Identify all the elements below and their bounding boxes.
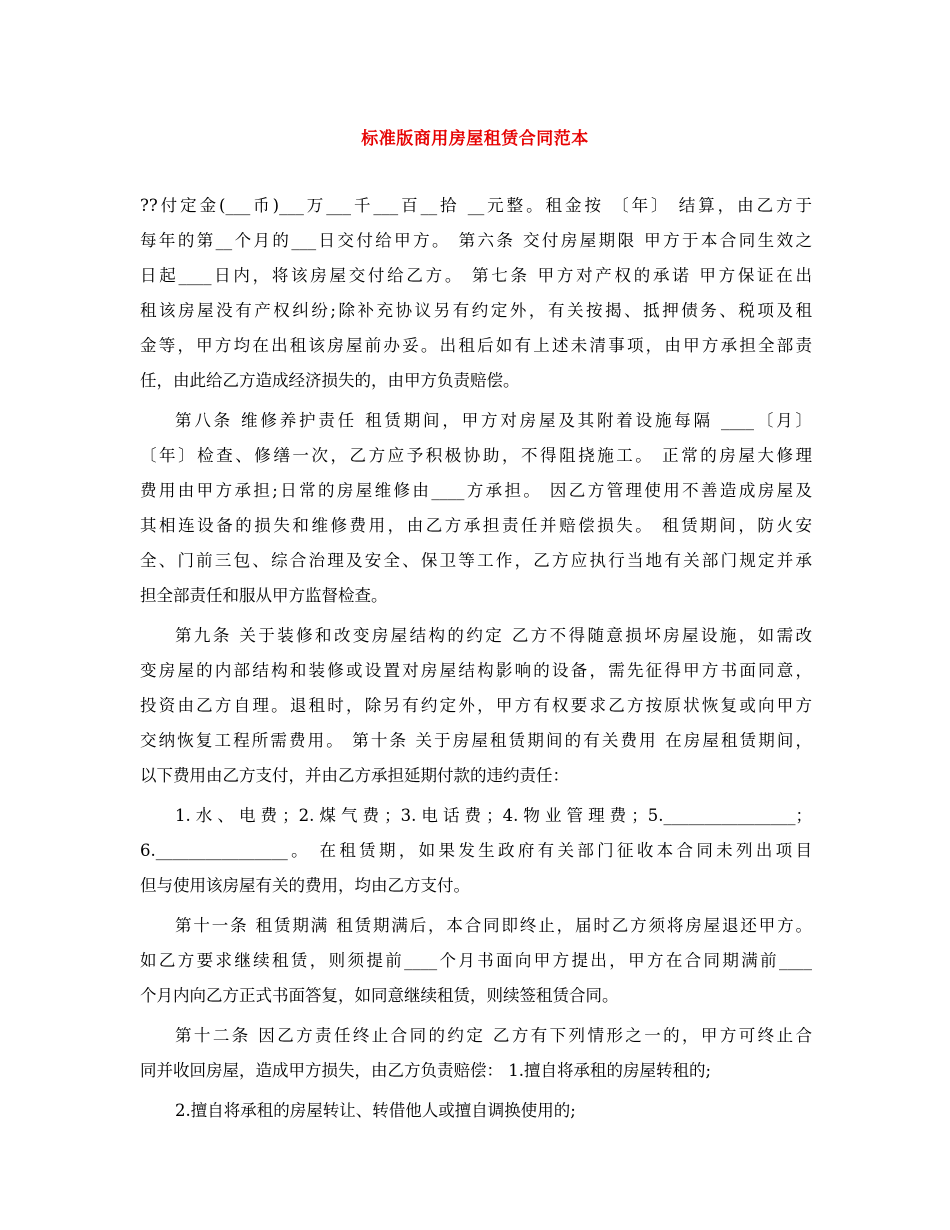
- text-line: 其相连设备的损失和维修费用，由乙方承担责任并赔偿损失。 租赁期间，防火安: [140, 516, 812, 535]
- text-line: 第十二条 因乙方责任终止合同的约定 乙方有下列情形之一的，甲方可终止合: [175, 1026, 812, 1045]
- text-line: 如乙方要求继续租赁，则须提前____个月书面向甲方提出，甲方在合同期满前____: [140, 951, 812, 970]
- text-line: 2.擅自将承租的房屋转让、转借他人或擅自调换使用的;: [175, 1101, 576, 1120]
- text-line: 〔年〕检查、修缮一次，乙方应予积极协助，不得阻挠施工。 正常的房屋大修理: [140, 446, 812, 465]
- text-line: 任，由此给乙方造成经济损失的，由甲方负责赔偿。: [140, 371, 520, 390]
- text-line: 个月内向乙方正式书面答复，如同意继续租赁，则续签租赁合同。: [140, 986, 619, 1005]
- document-title: 标准版商用房屋租赁合同范本: [361, 129, 589, 149]
- text-line: 交纳恢复工程所需费用。 第十条 关于房屋租赁期间的有关费用 在房屋租赁期间，: [140, 731, 812, 750]
- text-line: 日起____日内，将该房屋交付给乙方。 第七条 甲方对产权的承诺 甲方保证在出: [140, 266, 812, 285]
- text-line: 每年的第__个月的___日交付给甲方。 第六条 交付房屋期限 甲方于本合同生效之: [140, 231, 812, 250]
- text-line: 第八条 维修养护责任 租赁期间，甲方对房屋及其附着设施每隔 ____〔月〕: [175, 411, 812, 430]
- text-line: 变房屋的内部结构和装修或设置对房屋结构影响的设备，需先征得甲方书面同意，: [140, 661, 812, 680]
- text-line: 6.________________。 在租赁期，如果发生政府有关部门征收本合同未列出项目: [140, 841, 812, 860]
- text-line: 全、门前三包、综合治理及安全、保卫等工作，乙方应执行当地有关部门规定并承: [140, 551, 812, 570]
- text-line: 第九条 关于装修和改变房屋结构的约定 乙方不得随意损坏房屋设施，如需改: [175, 626, 812, 645]
- text-line: 1.水、电费；2.煤气费；3.电话费；4.物业管理费；5.________________；: [175, 806, 812, 825]
- text-line: 担全部责任和服从甲方监督检查。: [140, 586, 388, 605]
- text-line: ??付定金(___币)___万___千___百__拾 __元整。租金按 〔年〕 结算，由乙方于: [140, 196, 812, 215]
- text-line: 第十一条 租赁期满 租赁期满后，本合同即终止，届时乙方须将房屋退还甲方。: [175, 916, 812, 935]
- text-line: 投资由乙方自理。退租时，除另有约定外，甲方有权要求乙方按原状恢复或向甲方: [140, 696, 812, 715]
- text-line: 租该房屋没有产权纠纷;除补充协议另有约定外，有关按揭、抵押债务、税项及租: [140, 301, 812, 320]
- text-line: 但与使用该房屋有关的费用，均由乙方支付。: [140, 876, 470, 895]
- text-line: 同并收回房屋，造成甲方损失，由乙方负责赔偿： 1.擅自将承租的房屋转租的;: [140, 1061, 712, 1080]
- text-line: 金等，甲方均在出租该房屋前办妥。出租后如有上述未清事项，由甲方承担全部责: [140, 336, 812, 355]
- text-line: 以下费用由乙方支付，并由乙方承担延期付款的违约责任：: [140, 766, 569, 785]
- text-line: 费用由甲方承担;日常的房屋维修由____方承担。 因乙方管理使用不善造成房屋及: [140, 481, 812, 500]
